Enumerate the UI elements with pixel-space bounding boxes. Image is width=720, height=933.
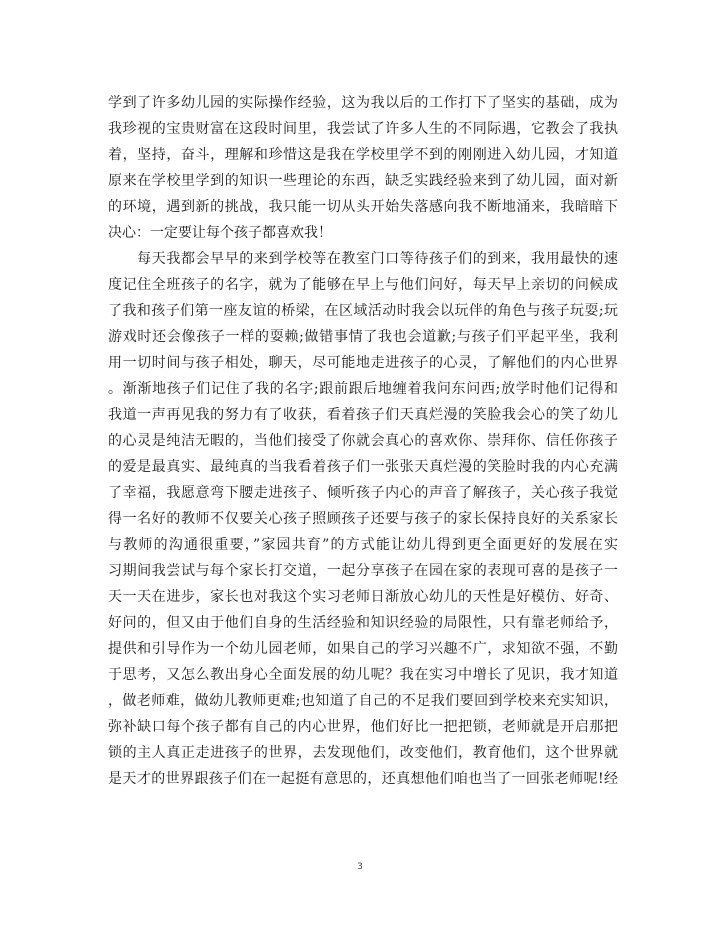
- text-line: 天一天在进步，家长也对我这个实习老师日渐放心幼儿的天性是好模仿、好奇、: [108, 589, 618, 605]
- text-line: 学到了许多幼儿园的实际操作经验，这为我以后的工作打下了坚实的基础，成为: [108, 95, 618, 111]
- body-text: [108, 90, 618, 792]
- text-line: 弥补缺口每个孩子都有自己的内心世界，他们好比一把把锁，老师就是开启那把: [108, 719, 618, 735]
- text-line: 与教师的沟通很重要，”家园共育”的方式能让幼儿得到更全面更好的发展在实: [108, 537, 618, 553]
- text-line: 用一切时间与孩子相处，聊天，尽可能地走进孩子的心灵，了解他们的内心世界: [108, 355, 618, 371]
- text-line: 游戏时还会像孩子一样的耍赖;做错事情了我也会道歉;与孩子们平起平坐，我利: [108, 329, 618, 345]
- text-line: 锁的主人真正走进孩子的世界，去发现他们，改变他们，教育他们，这个世界就: [108, 745, 618, 761]
- text-line: 的环境，遇到新的挑战，我只能一切从头开始失落感向我不断地涌来，我暗暗下: [108, 199, 618, 215]
- text-line: 我珍视的宝贵财富在这段时间里，我尝试了许多人生的不同际遇，它教会了我执: [108, 121, 618, 137]
- text-line: 得一名好的教师不仅要关心孩子照顾孩子还要与孩子的家长保持良好的关系家长: [108, 511, 618, 527]
- text-line: 的爱是最真实、最纯真的当我看着孩子们一张张天真烂漫的笑脸时我的内心充满: [108, 459, 618, 475]
- text-line: 度记住全班孩子的名字，就为了能够在早上与他们问好，每天早上亲切的问候成: [108, 277, 618, 293]
- text-line: 了幸福，我愿意弯下腰走进孩子、倾听孩子内心的声音了解孩子，关心孩子我觉: [108, 485, 618, 501]
- text-line: 。渐渐地孩子们记住了我的名字;跟前跟后地缠着我问东问西;放学时他们记得和: [108, 381, 618, 397]
- text-line: 于思考，又怎么教出身心全面发展的幼儿呢？我在实习中增长了见识，我才知道: [108, 667, 618, 683]
- text-line: 每天我都会早早的来到学校等在教室门口等待孩子们的到来，我用最快的速: [108, 251, 618, 267]
- text-line: 提供和引导作为一个幼儿园老师，如果自己的学习兴趣不广，求知欲不强，不勤: [108, 641, 618, 657]
- page-number: 3: [357, 862, 363, 872]
- text-line: 原来在学校里学到的知识一些理论的东西，缺乏实践经验来到了幼儿园，面对新: [108, 173, 618, 189]
- text-line: 习期间我尝试与每个家长打交道，一起分享孩子在园在家的表现可喜的是孩子一: [108, 563, 618, 579]
- text-line: 是天才的世界跟孩子们在一起挺有意思的，还真想他们咱也当了一回张老师呢!经: [108, 771, 618, 787]
- text-line: 了我和孩子们第一座友谊的桥梁，在区域活动时我会以玩伴的角色与孩子玩耍;玩: [108, 303, 618, 319]
- text-line: 着，坚持，奋斗，理解和珍惜这是我在学校里学不到的刚刚进入幼儿园，才知道: [108, 147, 618, 163]
- text-line: 的心灵是纯洁无暇的，当他们接受了你就会真心的喜欢你、崇拜你、信任你孩子: [108, 433, 618, 449]
- text-line: 决心：一定要让每个孩子都喜欢我！: [108, 225, 332, 241]
- text-line: 我道一声再见我的努力有了收获，看着孩子们天真烂漫的笑脸我会心的笑了幼儿: [108, 407, 618, 423]
- text-line: ，做老师难，做幼儿教师更难;也知道了自己的不足我们要回到学校来充实知识，: [108, 693, 618, 709]
- text-line: 好问的，但又由于他们自身的生活经验和知识经验的局限性，只有靠老师给予，: [108, 615, 618, 631]
